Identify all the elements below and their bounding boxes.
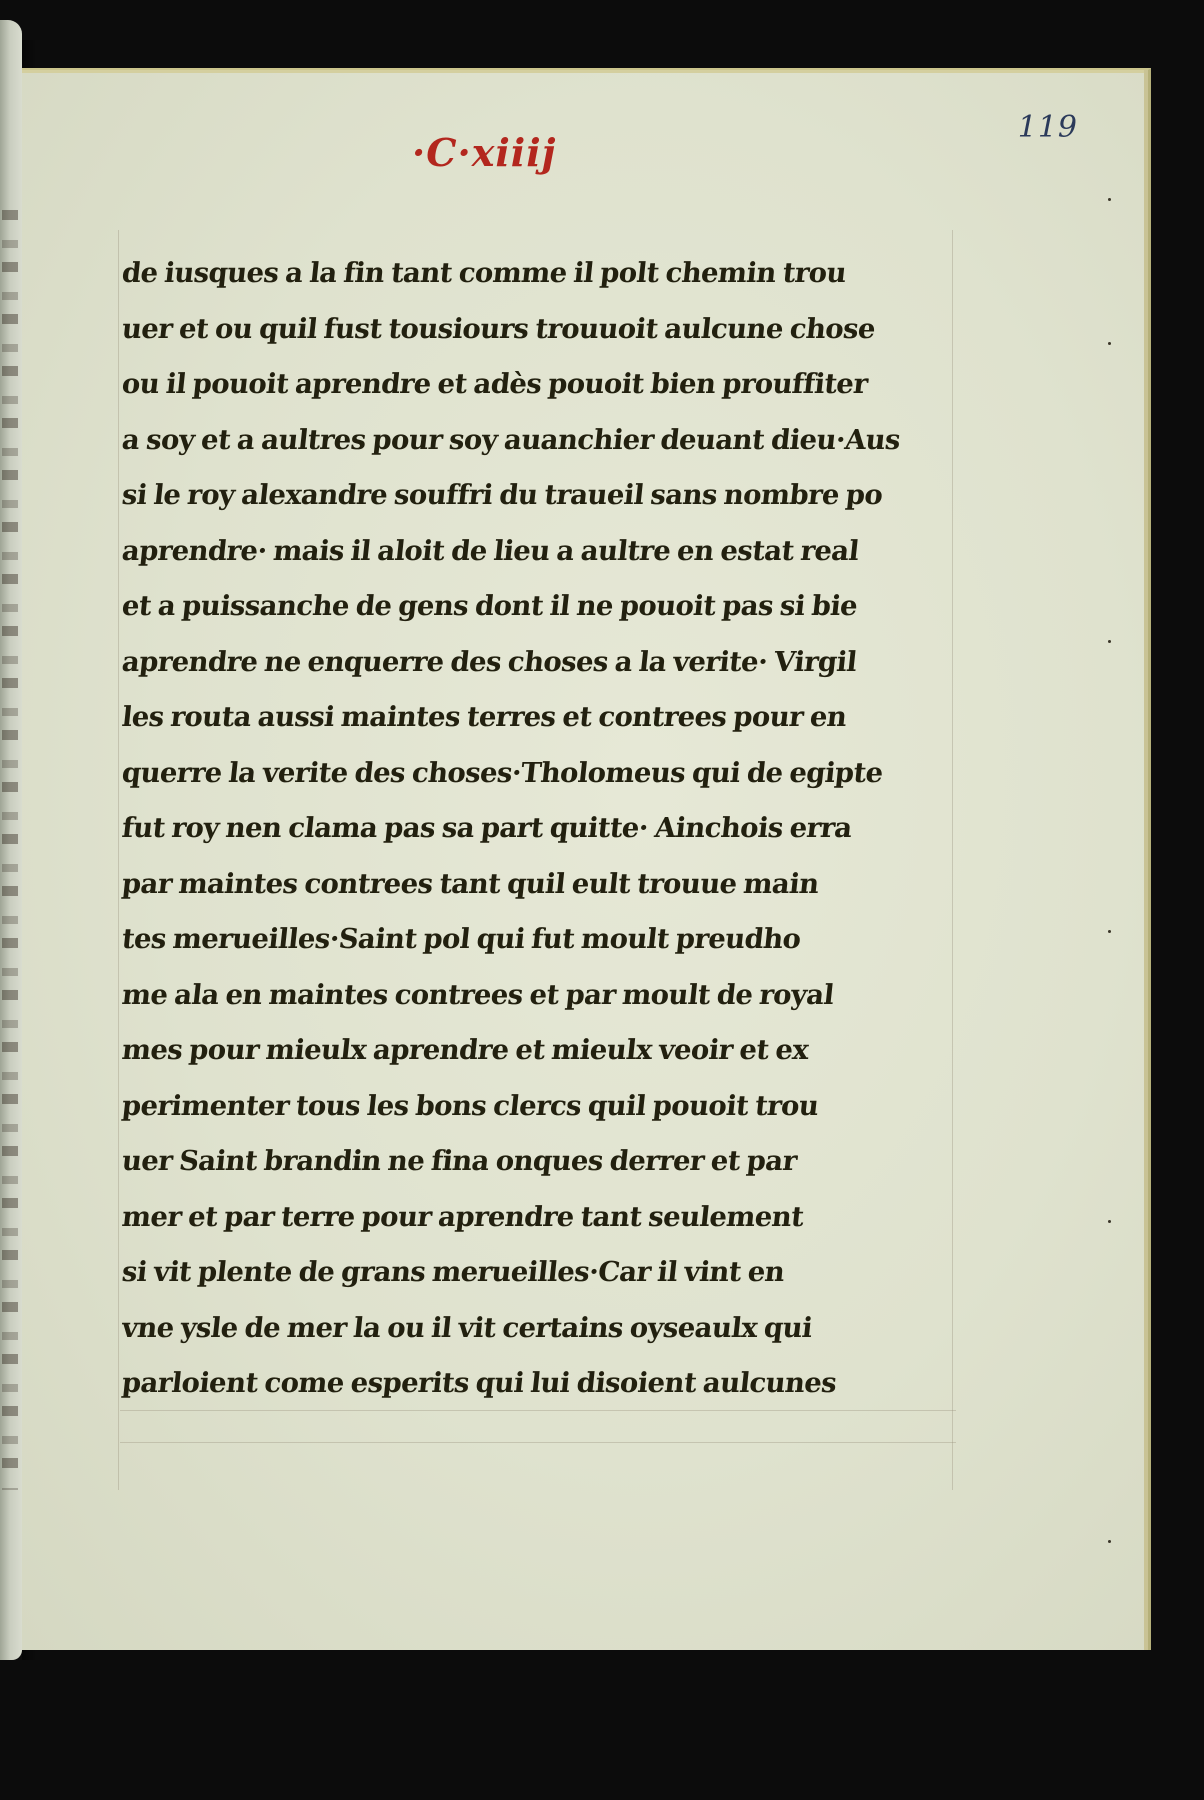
pricking-mark — [1108, 930, 1111, 933]
text-line: si le roy alexandre souffri du traueil sans nombre po — [120, 479, 885, 511]
text-line: uer Saint brandin ne fina onques derrer et par — [120, 1145, 799, 1177]
text-line: aprendre ne enquerre des choses a la verite· Virgil — [120, 645, 859, 678]
text-line: ou il pouoit aprendre et adès pouoit bien prouffiter — [120, 368, 869, 400]
chapter-heading: ·C·xiiij — [412, 130, 557, 175]
text-block — [122, 246, 952, 1412]
ruling-line-left — [118, 230, 119, 1490]
facing-page-text-fragments — [2, 210, 18, 1490]
text-line: tes merueilles·Saint pol qui fut moult preudho — [120, 923, 803, 955]
manuscript-folio — [22, 68, 1151, 1650]
text-line: parloient come esperits qui lui disoient aulcunes — [120, 1367, 838, 1399]
ruling-line-bottom-2 — [120, 1442, 956, 1443]
facing-page-edge — [0, 20, 22, 1660]
text-line: et a puissanche de gens dont il ne pouoit pas si bie — [120, 590, 859, 622]
text-line: mes pour mieulx aprendre et mieulx veoir et ex — [120, 1034, 810, 1066]
pricking-mark — [1108, 198, 1111, 201]
text-line: par maintes contrees tant quil eult trouue main — [120, 867, 821, 900]
pricking-mark — [1108, 1540, 1111, 1543]
text-line: me ala en maintes contrees et par moult de royal — [120, 978, 836, 1011]
pricking-mark — [1108, 342, 1111, 345]
text-line: uer et ou quil fust tousiours trouuoit aulcune chose — [120, 312, 877, 345]
text-line: vne ysle de mer la ou il vit certains oyseaulx qui — [120, 1311, 814, 1344]
text-line: fut roy nen clama pas sa part quitte· Ainchois erra — [120, 812, 854, 844]
text-line: aprendre· mais il aloit de lieu a aultre en estat real — [120, 534, 861, 567]
text-line: si vit plente de grans merueilles·Car il vint en — [120, 1256, 786, 1288]
text-line: a soy et a aultres pour soy auanchier deuant dieu·Aus — [120, 423, 902, 456]
text-line: querre la verite des choses·Tholomeus qui de egipte — [120, 756, 885, 789]
text-line: mer et par terre pour aprendre tant seulement — [120, 1200, 805, 1233]
pricking-mark — [1108, 640, 1111, 643]
text-line: de iusques a la fin tant comme il polt chemin trou — [120, 257, 848, 289]
folio-number: 119 — [1017, 110, 1078, 145]
pricking-mark — [1108, 1220, 1111, 1223]
text-line: perimenter tous les bons clercs quil pouoit trou — [120, 1089, 821, 1122]
text-line: les routa aussi maintes terres et contrees pour en — [120, 701, 849, 733]
